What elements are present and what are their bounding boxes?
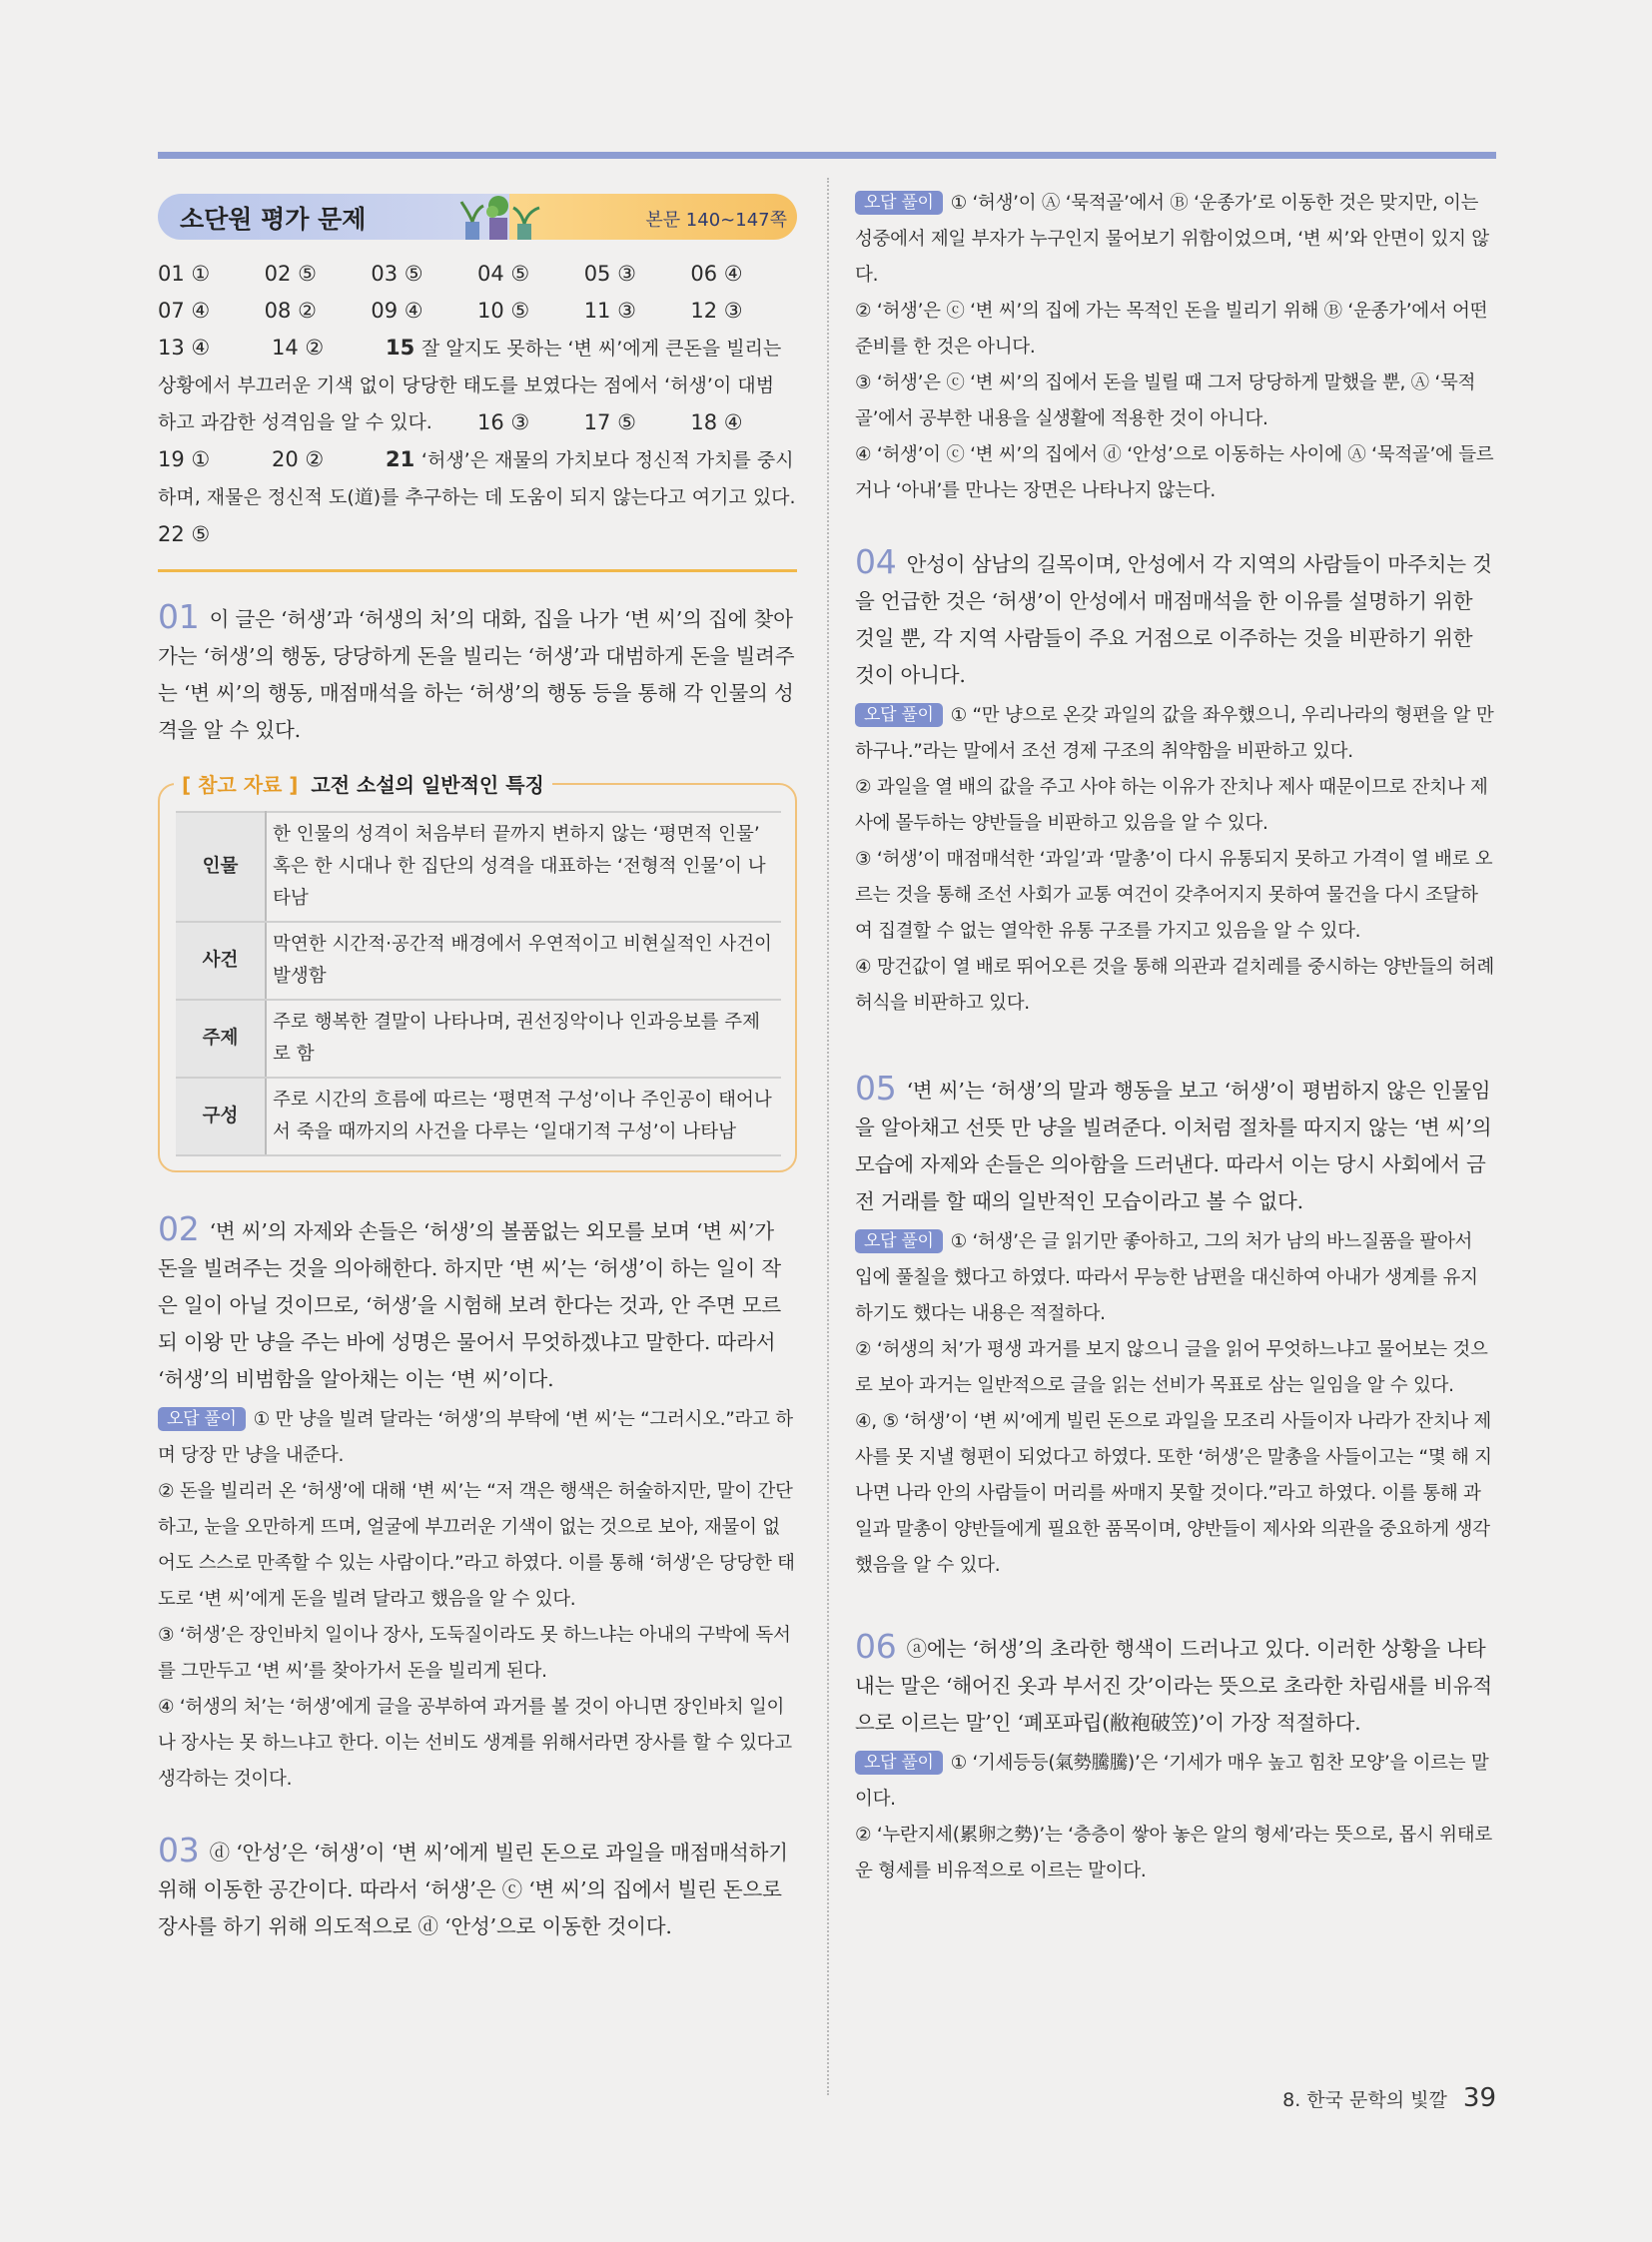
right-column bbox=[855, 186, 1494, 1923]
answer-item: 07 ④ bbox=[158, 299, 211, 323]
table-key: 주제 bbox=[176, 1000, 266, 1078]
page-number: 39 bbox=[1462, 2083, 1496, 2113]
answer-21-line2: 하며, 재물은 정신적 도(道)를 추구하는 데 도움이 되지 않는다고 여기고 있다. bbox=[158, 486, 796, 508]
explanation-line: ③ ‘허생’은 장인바치 일이나 장사, 도둑질이라도 못 하느냐는 아내의 구박에 독서를 그만두고 ‘변 씨’를 찾아가서 돈을 빌리게 된다. bbox=[158, 1625, 791, 1682]
explanation-text: ① “만 냥으로 온갖 과일의 값을 좌우했으니, 우리나라의 형편을 알 만하구나.”라는 말에서 조선 경제 구조의 취약함을 비판하고 있다. bbox=[855, 705, 1494, 762]
explanation-05 bbox=[855, 1070, 1494, 1584]
answer-item: 02 ⑤ bbox=[264, 262, 317, 286]
explanation-03-continued bbox=[855, 186, 1494, 509]
section-body bbox=[158, 1832, 797, 1945]
wrong-answer-explanation bbox=[855, 1224, 1494, 1584]
answer-item: 04 ⑤ bbox=[477, 262, 530, 286]
table-value: 주로 행복한 결말이 나타나며, 권선징악이나 인과응보를 주제로 함 bbox=[266, 1000, 781, 1078]
evaluation-title: 소단원 평가 문제 bbox=[180, 205, 367, 234]
wrong-answer-tag: 오답 풀이 bbox=[855, 191, 943, 215]
answer-item: 10 ⑤ bbox=[477, 299, 530, 323]
section-text: 안성이 삼남의 길목이며, 안성에서 각 지역의 사람들이 마주치는 것을 언급한 것은 ‘허생’이 안성에서 매점매석을 한 이유를 설명하기 위한 것일 뿐, 각 지역 사람들이 주요 거점으로 이주하는 것을 비판하기 위한 것이 아니다. bbox=[855, 552, 1492, 687]
explanation-line: ④, ⑤ ‘허생’이 ‘변 씨’에게 빌린 돈으로 과일을 모조리 사들이자 나라가 잔치나 제사를 못 지낼 형편이 되었다고 하였다. 또한 ‘허생’은 말총을 사들이고는 “몇 해 지나면 나라 안의 사람들이 머리를 싸매지 못할 것이다.”라고 하였다. 이를 통해 과일과 말총이 양반들에게 필요한 품목이며, 양반들이 제사와 의관을 중요하게 생각했음을 알 수 있다. bbox=[855, 1411, 1492, 1576]
section-text: ⓐ에는 ‘허생’의 초라한 행색이 드러나고 있다. 이러한 상황을 나타내는 말은 ‘해어진 옷과 부서진 갓’이라는 뜻으로 초라한 차림새를 비유적으로 이르는 말’인 ‘폐포파립(敝袍破笠)’이 가장 적절하다. bbox=[855, 1637, 1492, 1735]
left-column bbox=[158, 188, 797, 1979]
question-number: 02 bbox=[158, 1209, 200, 1248]
reference-label bbox=[174, 769, 552, 798]
wrong-answer-tag: 오답 풀이 bbox=[158, 1407, 246, 1431]
answer-item: 01 ① bbox=[158, 262, 211, 286]
section-text: ⓓ ‘안성’은 ‘허생’이 ‘변 씨’에게 빌린 돈으로 과일을 매점매석하기 위해 이동한 공간이다. 따라서 ‘허생’은 ⓒ ‘변 씨’의 집에서 빌린 돈으로 장사를 하기 위해 의도적으로 ⓓ ‘안성’으로 이동한 것이다. bbox=[158, 1841, 788, 1938]
answer-item: 03 ⑤ bbox=[371, 262, 423, 286]
explanation-text: ① 만 냥을 빌려 달라는 ‘허생’의 부탁에 ‘변 씨’는 “그러시오.”라고 하며 당장 만 냥을 내준다. bbox=[158, 1409, 793, 1466]
top-accent-bar bbox=[158, 152, 1496, 159]
answer-15-line2: 상황에서 부끄러운 기색 없이 당당한 태도를 보였다는 점에서 ‘허생’이 대범 bbox=[158, 374, 775, 396]
answer-row bbox=[158, 404, 797, 441]
explanation-line: ④ ‘허생’이 ⓒ ‘변 씨’의 집에서 ⓓ ‘안성’으로 이동하는 사이에 Ⓐ ‘묵적골’에 들르거나 ‘아내’를 만나는 장면은 나타나지 않는다. bbox=[855, 444, 1494, 501]
table-row bbox=[176, 1000, 781, 1078]
explanation-line: ④ 망건값이 열 배로 뛰어오른 것을 통해 의관과 겉치레를 중시하는 양반들의 허례허식을 비판하고 있다. bbox=[855, 957, 1494, 1014]
answer-item: 06 ④ bbox=[690, 262, 743, 286]
potted-plants-icon bbox=[447, 188, 557, 246]
explanation-line bbox=[158, 1402, 797, 1474]
explanation-line: ③ ‘허생’은 ⓒ ‘변 씨’의 집에서 돈을 빌릴 때 그저 당당하게 말했을 뿐, Ⓐ ‘묵적골’에서 공부한 내용을 실생활에 적용한 것이 아니다. bbox=[855, 373, 1476, 429]
answer-item: 05 ③ bbox=[583, 262, 636, 286]
answer-item: 11 ③ bbox=[583, 299, 636, 323]
explanation-line: ④ ‘허생의 처’는 ‘허생’에게 글을 공부하여 과거를 볼 것이 아니면 장인바치 일이나 장사는 못 하느냐고 한다. 이는 선비도 생계를 위해서라면 장사를 할 수 있다고 생각하는 것이다. bbox=[158, 1697, 792, 1790]
explanation-line bbox=[855, 186, 1494, 294]
answer-key bbox=[158, 256, 797, 553]
answer-item: 09 ④ bbox=[371, 299, 423, 323]
table-row bbox=[176, 1078, 781, 1155]
wrong-answer-tag: 오답 풀이 bbox=[855, 1229, 943, 1253]
explanation-03 bbox=[158, 1832, 797, 1945]
answer-item: 18 ④ bbox=[690, 410, 743, 434]
explanation-04 bbox=[855, 543, 1494, 1022]
answer-row bbox=[158, 256, 797, 293]
wrong-answer-explanation bbox=[855, 698, 1494, 1022]
answer-item: 08 ② bbox=[264, 299, 317, 323]
wrong-answer-tag: 오답 풀이 bbox=[855, 703, 943, 727]
answer-item: 13 ④ bbox=[158, 336, 211, 360]
wrong-answer-explanation bbox=[855, 186, 1494, 509]
explanation-text: ① ‘허생’은 글 읽기만 좋아하고, 그의 처가 남의 바느질품을 팔아서 입에 풀칠을 했다고 하였다. 따라서 무능한 남편을 대신하여 아내가 생계를 유지하기도 했다는 내용은 적절하다. bbox=[855, 1231, 1478, 1324]
section-body bbox=[855, 1070, 1494, 1220]
question-number: 06 bbox=[855, 1627, 897, 1666]
question-number: 01 bbox=[158, 597, 200, 636]
answer-21 bbox=[386, 441, 794, 479]
section-rule bbox=[158, 569, 797, 572]
answer-item: 14 ② bbox=[272, 336, 325, 360]
explanation-line bbox=[855, 1746, 1494, 1818]
reference-title: 고전 소설의 일반적인 특징 bbox=[311, 773, 544, 797]
chapter-title: 8. 한국 문학의 빛깔 bbox=[1282, 2089, 1447, 2111]
explanation-06 bbox=[855, 1628, 1494, 1889]
section-body bbox=[855, 1628, 1494, 1742]
explanation-02 bbox=[158, 1210, 797, 1798]
explanation-line: ② ‘누란지세(累卵之勢)’는 ‘층층이 쌓아 놓은 알의 형세’라는 뜻으로, 몹시 위태로운 형세를 비유적으로 이르는 말이다. bbox=[855, 1825, 1492, 1881]
question-number: 03 bbox=[158, 1831, 200, 1869]
answer-row bbox=[158, 330, 797, 368]
answer-row bbox=[158, 293, 797, 330]
evaluation-header bbox=[158, 188, 797, 246]
reference-box bbox=[158, 773, 797, 1172]
page-range: 본문 140∼147쪽 bbox=[645, 210, 787, 231]
section-body bbox=[158, 1210, 797, 1398]
wrong-answer-explanation bbox=[158, 1402, 797, 1798]
table-value: 한 인물의 성격이 처음부터 끝까지 변하지 않는 ‘평면적 인물’ 혹은 한 시대나 한 집단의 성격을 대표하는 ‘전형적 인물’이 나타남 bbox=[266, 812, 781, 922]
explanation-line: ③ ‘허생’이 매점매석한 ‘과일’과 ‘말총’이 다시 유통되지 못하고 가격이 열 배로 오르는 것을 통해 조선 사회가 교통 여건이 갖추어지지 못하여 물건을 다시 조달하여 집결할 수 없는 열악한 유통 구조를 가지고 있음을 알 수 있다. bbox=[855, 849, 1493, 942]
section-text: 이 글은 ‘허생’과 ‘허생의 처’의 대화, 집을 나가 ‘변 씨’의 집에 찾아가는 ‘허생’의 행동, 당당하게 돈을 빌리는 ‘허생’과 대범하게 돈을 빌려주는 ‘변 씨’의 행동, 매점매석을 하는 ‘허생’의 행동 등을 통해 각 인물의 성격을 알 수 있다. bbox=[158, 607, 795, 742]
answer-item: 20 ② bbox=[272, 447, 325, 471]
section-text: ‘변 씨’는 ‘허생’의 말과 행동을 보고 ‘허생’이 평범하지 않은 인물임을 알아채고 선뜻 만 냥을 빌려준다. 이처럼 절차를 따지지 않는 ‘변 씨’의 모습에 자제와 손들은 의아함을 드러낸다. 따라서 이는 당시 사회에서 금전 거래를 할 때의 일반적인 모습이라고 볼 수 없다. bbox=[855, 1079, 1492, 1213]
table-key: 인물 bbox=[176, 812, 266, 922]
table-key: 사건 bbox=[176, 922, 266, 1000]
section-body bbox=[158, 598, 797, 749]
table-key: 구성 bbox=[176, 1078, 266, 1155]
question-number: 05 bbox=[855, 1069, 897, 1108]
table-row bbox=[176, 812, 781, 922]
wrong-answer-explanation bbox=[855, 1746, 1494, 1889]
answer-number: 21 bbox=[386, 447, 415, 471]
answer-item: 17 ⑤ bbox=[583, 410, 636, 434]
explanation-line: ② ‘허생’은 ⓒ ‘변 씨’의 집에 가는 목적인 돈을 빌리기 위해 Ⓑ ‘운종가’에서 어떤 준비를 한 것은 아니다. bbox=[855, 301, 1488, 358]
reference-tag: [ 참고 자료 ] bbox=[182, 773, 299, 797]
answer-item: 12 ③ bbox=[690, 299, 743, 323]
answer-15-line1: 잘 알지도 못하는 ‘변 씨’에게 큰돈을 빌리는 bbox=[420, 338, 782, 360]
column-divider bbox=[827, 178, 829, 2095]
explanation-line bbox=[855, 698, 1494, 770]
table-row bbox=[176, 922, 781, 1000]
answer-row bbox=[158, 441, 797, 479]
page-footer bbox=[1282, 2083, 1496, 2113]
answer-item: 22 ⑤ bbox=[158, 522, 211, 546]
answer-21-line1: ‘허생’은 재물의 가치보다 정신적 가치를 중시 bbox=[420, 449, 794, 471]
explanation-line: ② ‘허생의 처’가 평생 과거를 보지 않으니 글을 읽어 무엇하느냐고 물어보는 것으로 보아 과거는 일반적으로 글을 읽는 선비가 목표로 삼는 일임을 알 수 있다. bbox=[855, 1339, 1488, 1396]
explanation-line: ② 돈을 빌리러 온 ‘허생’에 대해 ‘변 씨’는 “저 객은 행색은 허술하지만, 말이 간단하고, 눈을 오만하게 뜨며, 얼굴에 부끄러운 기색이 없는 것으로 보아, 재물이 없어도 스스로 만족할 수 있는 사람이다.”라고 하였다. 이를 통해 ‘허생’은 당당한 태도로 ‘변 씨’에게 돈을 빌려 달라고 했음을 알 수 있다. bbox=[158, 1481, 795, 1610]
answer-15-line3: 하고 과감한 성격임을 알 수 있다. bbox=[158, 411, 432, 433]
answer-item: 19 ① bbox=[158, 447, 211, 471]
question-number: 04 bbox=[855, 542, 897, 581]
explanation-01 bbox=[158, 598, 797, 749]
reference-table bbox=[176, 811, 781, 1156]
table-value: 막연한 시간적·공간적 배경에서 우연적이고 비현실적인 사건이 발생함 bbox=[266, 922, 781, 1000]
section-text: ‘변 씨’의 자제와 손들은 ‘허생’의 볼품없는 외모를 보며 ‘변 씨’가 돈을 빌려주는 것을 의아해한다. 하지만 ‘변 씨’는 ‘허생’이 하는 일이 작은 일이 아닐 것이므로, ‘허생’을 시험해 보려 한다는 것과, 안 주면 모르되 이왕 만 냥을 주는 바에 성명은 물어서 무엇하겠냐고 말한다. 따라서 ‘허생’의 비범함을 알아채는 이는 ‘변 씨’이다. bbox=[158, 1219, 782, 1391]
section-body bbox=[855, 543, 1494, 694]
table-value: 주로 시간의 흐름에 따르는 ‘평면적 구성’이나 주인공이 태어나서 죽을 때까지의 사건을 다루는 ‘일대기적 구성’이 나타남 bbox=[266, 1078, 781, 1155]
explanation-text: ① ‘허생’이 Ⓐ ‘묵적골’에서 Ⓑ ‘운종가’로 이동한 것은 맞지만, 이는 성중에서 제일 부자가 누구인지 물어보기 위함이었으며, ‘변 씨’와 안면이 있지 않다. bbox=[855, 193, 1489, 286]
wrong-answer-tag: 오답 풀이 bbox=[855, 1751, 943, 1775]
answer-number: 15 bbox=[386, 336, 415, 360]
explanation-text: ① ‘기세등등(氣勢騰騰)’은 ‘기세가 매우 높고 힘찬 모양’을 이르는 말이다. bbox=[855, 1753, 1489, 1810]
answer-15 bbox=[386, 330, 781, 368]
answer-item: 16 ③ bbox=[477, 410, 530, 434]
explanation-line bbox=[855, 1224, 1494, 1332]
explanation-line: ② 과일을 열 배의 값을 주고 사야 하는 이유가 잔치나 제사 때문이므로 잔치나 제사에 몰두하는 양반들을 비판하고 있음을 알 수 있다. bbox=[855, 777, 1488, 834]
